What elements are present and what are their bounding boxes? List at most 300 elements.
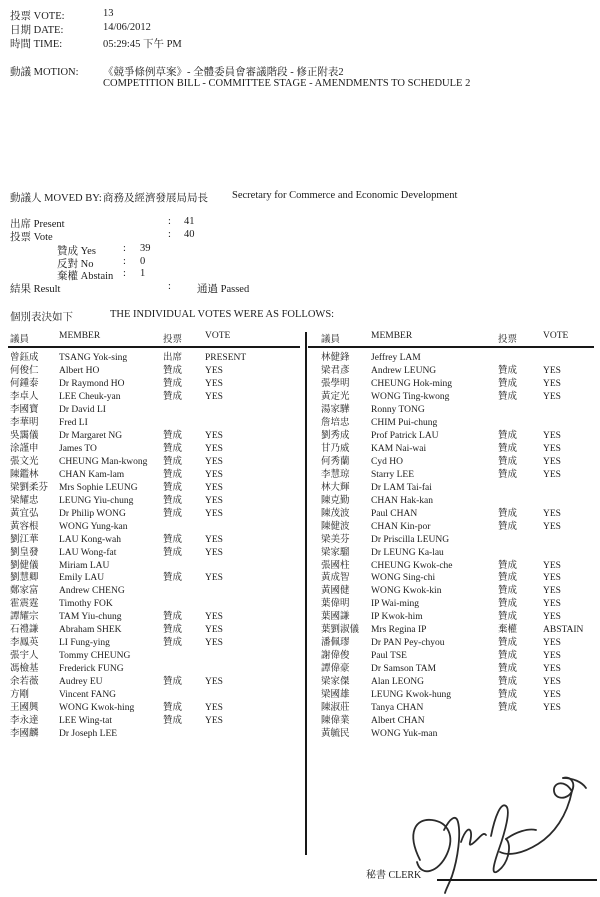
vote-english: YES — [205, 716, 223, 727]
member-name-chinese: 王國興 — [10, 703, 39, 714]
vote-english: YES — [543, 573, 561, 584]
member-name-chinese: 梁耀忠 — [10, 495, 39, 506]
table-row — [308, 404, 594, 417]
member-name-chinese: 葉偉明 — [321, 599, 350, 610]
member-name-english: Frederick FUNG — [59, 664, 124, 675]
vote-chinese: 贊成 — [498, 391, 518, 402]
member-name-english: Emily LAU — [59, 573, 105, 584]
table-header-left — [8, 331, 300, 348]
vote-chinese: 贊成 — [498, 573, 518, 584]
table-row — [8, 650, 300, 663]
member-name-english: CHIM Pui-chung — [371, 417, 438, 428]
moved-by-value-english: Secretary for Commerce and Economic Development — [232, 190, 458, 201]
table-row — [8, 637, 300, 650]
table-row — [308, 637, 594, 650]
vote-chinese: 贊成 — [498, 638, 518, 649]
table-row — [8, 378, 300, 391]
member-name-english: Ronny TONG — [371, 404, 425, 415]
member-name-english: Paul CHAN — [371, 508, 418, 519]
member-name-english: WONG Yung-kan — [59, 521, 128, 532]
individual-votes-heading-english: THE INDIVIDUAL VOTES WERE AS FOLLOWS: — [110, 309, 335, 320]
member-name-chinese: 劉健儀 — [10, 560, 39, 571]
table-row — [8, 560, 300, 573]
vote-chinese: 贊成 — [163, 534, 183, 545]
member-name-english: Tommy CHEUNG — [59, 651, 131, 662]
vote-chinese: 贊成 — [163, 391, 183, 402]
vote-english: YES — [205, 573, 223, 584]
abstain-label: 棄權 Abstain — [57, 271, 114, 282]
yes-colon: : — [123, 243, 126, 254]
member-name-english: CHAN Kam-lam — [59, 469, 125, 480]
time-value: 05:29:45 下午 PM — [103, 39, 182, 50]
member-name-chinese: 梁劉柔芬 — [10, 482, 49, 493]
member-name-english: WONG Kwok-hing — [59, 703, 135, 714]
member-name-english: Alan LEONG — [371, 677, 425, 688]
table-row — [308, 482, 594, 495]
vote-english: YES — [543, 651, 561, 662]
table-row — [308, 702, 594, 715]
member-name-chinese: 陳淑莊 — [321, 703, 350, 714]
vote-chinese: 贊成 — [498, 508, 518, 519]
member-name-chinese: 梁美芬 — [321, 534, 350, 545]
table-row — [308, 715, 594, 728]
time-label: 時間 TIME: — [10, 39, 63, 50]
member-name-english: Dr LAM Tai-fai — [371, 482, 432, 493]
vote-number-value: 13 — [103, 8, 114, 19]
table-row — [308, 534, 594, 547]
vote-english: YES — [205, 612, 223, 623]
moved-by-value-chinese: 商務及經濟發展局局長 — [103, 193, 208, 204]
vote-chinese: 贊成 — [498, 586, 518, 597]
member-name-english: Dr Priscilla LEUNG — [371, 534, 450, 545]
vote-chinese: 贊成 — [498, 430, 518, 441]
header-member-cn: 議員 — [321, 335, 341, 345]
vote-chinese: 贊成 — [163, 495, 183, 506]
member-name-chinese: 李永達 — [10, 716, 39, 727]
member-name-english: IP Wai-ming — [371, 599, 420, 610]
header-vote-en: VOTE — [205, 331, 231, 341]
table-row — [8, 365, 300, 378]
result-colon: : — [168, 281, 171, 292]
vote-english: YES — [205, 365, 223, 376]
vote-english: YES — [205, 677, 223, 688]
member-name-english: Vincent FANG — [59, 690, 117, 701]
vote-chinese: 贊成 — [163, 677, 183, 688]
vote-english: YES — [543, 430, 561, 441]
member-name-chinese: 梁家傑 — [321, 677, 350, 688]
member-name-chinese: 李慧琼 — [321, 469, 350, 480]
vote-english: YES — [205, 495, 223, 506]
member-name-chinese: 鄭家富 — [10, 586, 39, 597]
member-name-english: Dr Joseph LEE — [59, 729, 118, 740]
yes-count: 39 — [140, 243, 151, 254]
vote-chinese: 贊成 — [498, 599, 518, 610]
member-name-english: Tanya CHAN — [371, 703, 424, 714]
member-name-english: IP Kwok-him — [371, 612, 423, 623]
vote-chinese: 贊成 — [163, 573, 183, 584]
header-vote-en: VOTE — [543, 331, 569, 341]
table-row — [8, 495, 300, 508]
member-name-chinese: 梁君彥 — [321, 365, 350, 376]
member-name-english: Prof Patrick LAU — [371, 430, 439, 441]
member-name-chinese: 劉慧卿 — [10, 573, 39, 584]
vote-chinese: 贊成 — [163, 469, 183, 480]
vote-chinese: 贊成 — [498, 469, 518, 480]
vote-english: YES — [205, 443, 223, 454]
member-name-chinese: 何俊仁 — [10, 365, 39, 376]
member-name-english: LAU Wong-fat — [59, 547, 117, 558]
vote-chinese: 贊成 — [163, 612, 183, 623]
table-row — [8, 702, 300, 715]
table-row — [308, 624, 594, 637]
member-name-chinese: 石禮謙 — [10, 625, 39, 636]
motion-label: 動議 MOTION: — [10, 67, 79, 78]
table-row — [8, 482, 300, 495]
table-left-half — [8, 331, 300, 741]
abstain-colon: : — [123, 268, 126, 279]
table-row — [8, 624, 300, 637]
table-row — [308, 560, 594, 573]
vote-count-colon: : — [168, 229, 171, 240]
vote-english: YES — [543, 586, 561, 597]
member-name-chinese: 張宇人 — [10, 651, 39, 662]
member-name-chinese: 梁家騮 — [321, 547, 350, 558]
member-name-chinese: 黃容根 — [10, 521, 39, 532]
table-row — [8, 456, 300, 469]
table-row — [308, 521, 594, 534]
member-name-english: WONG Ting-kwong — [371, 391, 450, 402]
no-label: 反對 No — [57, 259, 94, 270]
member-name-chinese: 李國寶 — [10, 404, 39, 415]
member-name-english: Audrey EU — [59, 677, 103, 688]
member-name-chinese: 張學明 — [321, 378, 350, 389]
yes-label: 贊成 Yes — [57, 246, 96, 257]
vote-english: YES — [543, 508, 561, 519]
member-name-english: CHAN Kin-por — [371, 521, 431, 532]
vote-chinese: 贊成 — [498, 612, 518, 623]
member-name-english: Dr Philip WONG — [59, 508, 126, 519]
member-name-chinese: 林大輝 — [321, 482, 350, 493]
member-name-english: WONG Kwok-kin — [371, 586, 442, 597]
member-name-chinese: 詹培忠 — [321, 417, 350, 428]
vote-english: YES — [543, 365, 561, 376]
vote-chinese: 贊成 — [163, 456, 183, 467]
table-row — [308, 469, 594, 482]
vote-english: YES — [543, 443, 561, 454]
vote-english: YES — [205, 482, 223, 493]
member-name-english: Dr LEUNG Ka-lau — [371, 547, 444, 558]
table-row — [308, 611, 594, 624]
vote-english: YES — [205, 430, 223, 441]
vote-chinese: 出席 — [163, 353, 183, 363]
table-right-half — [308, 331, 594, 741]
member-name-chinese: 陳克勤 — [321, 495, 350, 506]
vote-english: YES — [205, 391, 223, 402]
member-name-chinese: 曾鈺成 — [10, 353, 39, 363]
member-name-english: LAU Kong-wah — [59, 534, 122, 545]
vote-english: YES — [205, 703, 223, 714]
result-label: 結果 Result — [10, 284, 61, 295]
vote-english: YES — [543, 703, 561, 714]
member-name-english: Dr Raymond HO — [59, 378, 125, 389]
member-name-english: Mrs Sophie LEUNG — [59, 482, 138, 493]
member-name-chinese: 李華明 — [10, 417, 39, 428]
member-name-chinese: 李卓人 — [10, 391, 39, 402]
table-row — [308, 728, 594, 741]
member-name-chinese: 劉秀成 — [321, 430, 350, 441]
member-name-english: Cyd HO — [371, 456, 403, 467]
member-name-english: TAM Yiu-chung — [59, 612, 122, 623]
member-name-chinese: 梁國雄 — [321, 690, 350, 701]
member-name-english: LEE Wing-tat — [59, 716, 112, 727]
member-name-english: CHEUNG Kwok-che — [371, 560, 453, 571]
member-name-english: CHEUNG Hok-ming — [371, 378, 453, 389]
member-name-chinese: 陳鑑林 — [10, 469, 39, 480]
vote-chinese: 贊成 — [498, 443, 518, 454]
member-name-chinese: 張國柱 — [321, 560, 350, 571]
vote-english: YES — [543, 690, 561, 701]
member-name-chinese: 方剛 — [10, 690, 30, 701]
table-row — [308, 417, 594, 430]
member-name-chinese: 譚耀宗 — [10, 612, 39, 623]
vote-chinese: 贊成 — [163, 625, 183, 636]
table-row — [308, 508, 594, 521]
table-row — [8, 508, 300, 521]
table-row — [8, 352, 300, 365]
member-name-english: LEE Cheuk-yan — [59, 391, 121, 402]
table-row — [8, 534, 300, 547]
vote-chinese: 贊成 — [163, 378, 183, 389]
member-name-chinese: 陳健波 — [321, 521, 350, 532]
table-row — [8, 715, 300, 728]
table-row — [8, 611, 300, 624]
abstain-count: 1 — [140, 268, 146, 279]
header-vote-cn: 投票 — [498, 335, 518, 345]
member-name-chinese: 林健鋒 — [321, 353, 350, 363]
vote-english: ABSTAIN — [543, 625, 584, 636]
member-name-chinese: 張文光 — [10, 456, 39, 467]
member-name-english: CHAN Hak-kan — [371, 495, 434, 506]
member-name-chinese: 黃定光 — [321, 391, 350, 402]
vote-chinese: 贊成 — [163, 508, 183, 519]
vote-chinese: 贊成 — [163, 365, 183, 376]
present-label: 出席 Present — [10, 219, 65, 230]
table-row — [8, 547, 300, 560]
table-row — [8, 443, 300, 456]
member-name-chinese: 潘佩璆 — [321, 638, 350, 649]
member-name-chinese: 馮檢基 — [10, 664, 39, 675]
member-name-chinese: 李國麟 — [10, 729, 39, 740]
member-name-english: James TO — [59, 443, 97, 454]
vote-english: YES — [205, 547, 223, 558]
no-colon: : — [123, 256, 126, 267]
moved-by-label: 動議人 MOVED BY: — [10, 193, 102, 204]
vote-english: YES — [543, 560, 561, 571]
vote-chinese: 贊成 — [498, 560, 518, 571]
header-member-cn: 議員 — [10, 335, 30, 345]
member-name-chinese: 黃宜弘 — [10, 508, 39, 519]
member-name-english: Timothy FOK — [59, 599, 113, 610]
table-header-right — [308, 331, 594, 348]
vote-english: YES — [543, 391, 561, 402]
table-rows-left — [8, 352, 300, 741]
vote-chinese: 贊成 — [163, 443, 183, 454]
table-row — [8, 676, 300, 689]
member-name-chinese: 何秀蘭 — [321, 456, 350, 467]
table-row — [8, 728, 300, 741]
table-row — [308, 598, 594, 611]
vote-chinese: 棄權 — [498, 625, 518, 636]
vote-english: YES — [205, 469, 223, 480]
member-name-english: WONG Yuk-man — [371, 729, 438, 740]
vote-chinese: 贊成 — [163, 430, 183, 441]
member-name-chinese: 李鳳英 — [10, 638, 39, 649]
vote-chinese: 贊成 — [498, 664, 518, 675]
member-name-english: Jeffrey LAM — [371, 353, 421, 363]
header-vote-cn: 投票 — [163, 335, 183, 345]
member-name-chinese: 何鍾泰 — [10, 378, 39, 389]
member-name-english: Dr PAN Pey-chyou — [371, 638, 445, 649]
table-row — [308, 572, 594, 585]
table-row — [308, 547, 594, 560]
table-row — [308, 663, 594, 676]
member-name-chinese: 霍震霆 — [10, 599, 39, 610]
vote-chinese: 贊成 — [498, 365, 518, 376]
member-name-english: WONG Sing-chi — [371, 573, 436, 584]
vote-english: YES — [543, 664, 561, 675]
table-row — [308, 650, 594, 663]
table-row — [308, 456, 594, 469]
vote-english: YES — [205, 638, 223, 649]
table-row — [308, 689, 594, 702]
table-row — [8, 417, 300, 430]
member-name-english: Mrs Regina IP — [371, 625, 427, 636]
vote-chinese: 贊成 — [498, 378, 518, 389]
vote-english: YES — [543, 456, 561, 467]
result-value: 通過 Passed — [197, 284, 250, 295]
table-row — [308, 430, 594, 443]
individual-votes-heading-chinese: 個別表決如下 — [10, 312, 73, 323]
vote-chinese: 贊成 — [498, 651, 518, 662]
date-value: 14/06/2012 — [103, 22, 151, 33]
vote-english: YES — [205, 456, 223, 467]
vote-english: YES — [543, 677, 561, 688]
member-name-chinese: 謝偉俊 — [321, 651, 350, 662]
vote-english: YES — [543, 521, 561, 532]
table-row — [308, 352, 594, 365]
member-name-chinese: 陳偉業 — [321, 716, 350, 727]
member-name-english: CHEUNG Man-kwong — [59, 456, 148, 467]
member-name-english: LEUNG Kwok-hung — [371, 690, 451, 701]
date-label: 日期 DATE: — [10, 25, 64, 36]
vote-number-label: 投票 VOTE: — [10, 11, 65, 22]
header-member-en: MEMBER — [371, 331, 413, 341]
member-name-chinese: 劉江華 — [10, 534, 39, 545]
table-row — [308, 365, 594, 378]
member-name-chinese: 葉劉淑儀 — [321, 625, 360, 636]
vote-count-label: 投票 Vote — [10, 232, 53, 243]
member-name-english: Andrew LEUNG — [371, 365, 437, 376]
motion-title-chinese: 《競爭條例草案》- 全體委員會審議階段 - 修正附表2 — [103, 67, 344, 78]
member-name-english: LEUNG Yiu-chung — [59, 495, 134, 506]
table-row — [8, 521, 300, 534]
member-name-chinese: 湯家驊 — [321, 404, 350, 415]
member-name-chinese: 吳靄儀 — [10, 430, 39, 441]
vote-english: YES — [205, 508, 223, 519]
member-name-english: Paul TSE — [371, 651, 407, 662]
member-name-chinese: 甘乃威 — [321, 443, 350, 454]
vote-english: YES — [543, 599, 561, 610]
vote-english: YES — [543, 638, 561, 649]
table-row — [308, 495, 594, 508]
vote-english: YES — [205, 378, 223, 389]
member-name-english: Fred LI — [59, 417, 88, 428]
vote-chinese: 贊成 — [498, 677, 518, 688]
table-row — [308, 391, 594, 404]
table-row — [8, 689, 300, 702]
vote-english: YES — [205, 625, 223, 636]
member-name-english: Miriam LAU — [59, 560, 110, 571]
vote-chinese: 贊成 — [163, 482, 183, 493]
vote-chinese: 贊成 — [163, 638, 183, 649]
member-name-chinese: 黃成智 — [321, 573, 350, 584]
member-name-english: Dr Samson TAM — [371, 664, 437, 675]
member-name-chinese: 劉皇發 — [10, 547, 39, 558]
clerk-signature-line — [437, 879, 597, 881]
vote-count: 40 — [184, 229, 195, 240]
table-row — [8, 572, 300, 585]
member-name-english: TSANG Yok-sing — [59, 353, 128, 363]
member-name-chinese: 涂謹申 — [10, 443, 39, 454]
present-count: 41 — [184, 216, 195, 227]
vote-english: YES — [205, 534, 223, 545]
motion-title-english: COMPETITION BILL - COMMITTEE STAGE - AMENDMENTS TO SCHEDULE 2 — [103, 78, 471, 89]
table-row — [8, 598, 300, 611]
vote-english: YES — [543, 612, 561, 623]
table-rows-right — [308, 352, 594, 741]
table-row — [308, 443, 594, 456]
member-name-english: LI Fung-ying — [59, 638, 110, 649]
vote-chinese: 贊成 — [163, 703, 183, 714]
member-name-chinese: 譚偉豪 — [321, 664, 350, 675]
member-name-chinese: 黃國健 — [321, 586, 350, 597]
table-row — [8, 469, 300, 482]
vote-english: YES — [543, 469, 561, 480]
member-name-english: Albert CHAN — [371, 716, 425, 727]
member-name-english: Andrew CHENG — [59, 586, 125, 597]
member-name-english: KAM Nai-wai — [371, 443, 427, 454]
member-name-english: Albert HO — [59, 365, 100, 376]
vote-chinese: 贊成 — [498, 703, 518, 714]
vote-english: PRESENT — [205, 353, 247, 363]
member-name-english: Dr Margaret NG — [59, 430, 123, 441]
table-row — [308, 676, 594, 689]
clerk-label: 秘書 CLERK — [366, 870, 422, 881]
table-row — [308, 585, 594, 598]
vote-english: YES — [543, 378, 561, 389]
member-name-english: Dr David LI — [59, 404, 106, 415]
vote-chinese: 贊成 — [498, 521, 518, 532]
member-name-english: Abraham SHEK — [59, 625, 122, 636]
vote-chinese: 贊成 — [498, 690, 518, 701]
member-name-english: Starry LEE — [371, 469, 415, 480]
member-name-chinese: 黃毓民 — [321, 729, 350, 740]
member-name-chinese: 陳茂波 — [321, 508, 350, 519]
vote-chinese: 贊成 — [163, 716, 183, 727]
table-row — [308, 378, 594, 391]
member-name-chinese: 余若薇 — [10, 677, 39, 688]
table-row — [8, 404, 300, 417]
